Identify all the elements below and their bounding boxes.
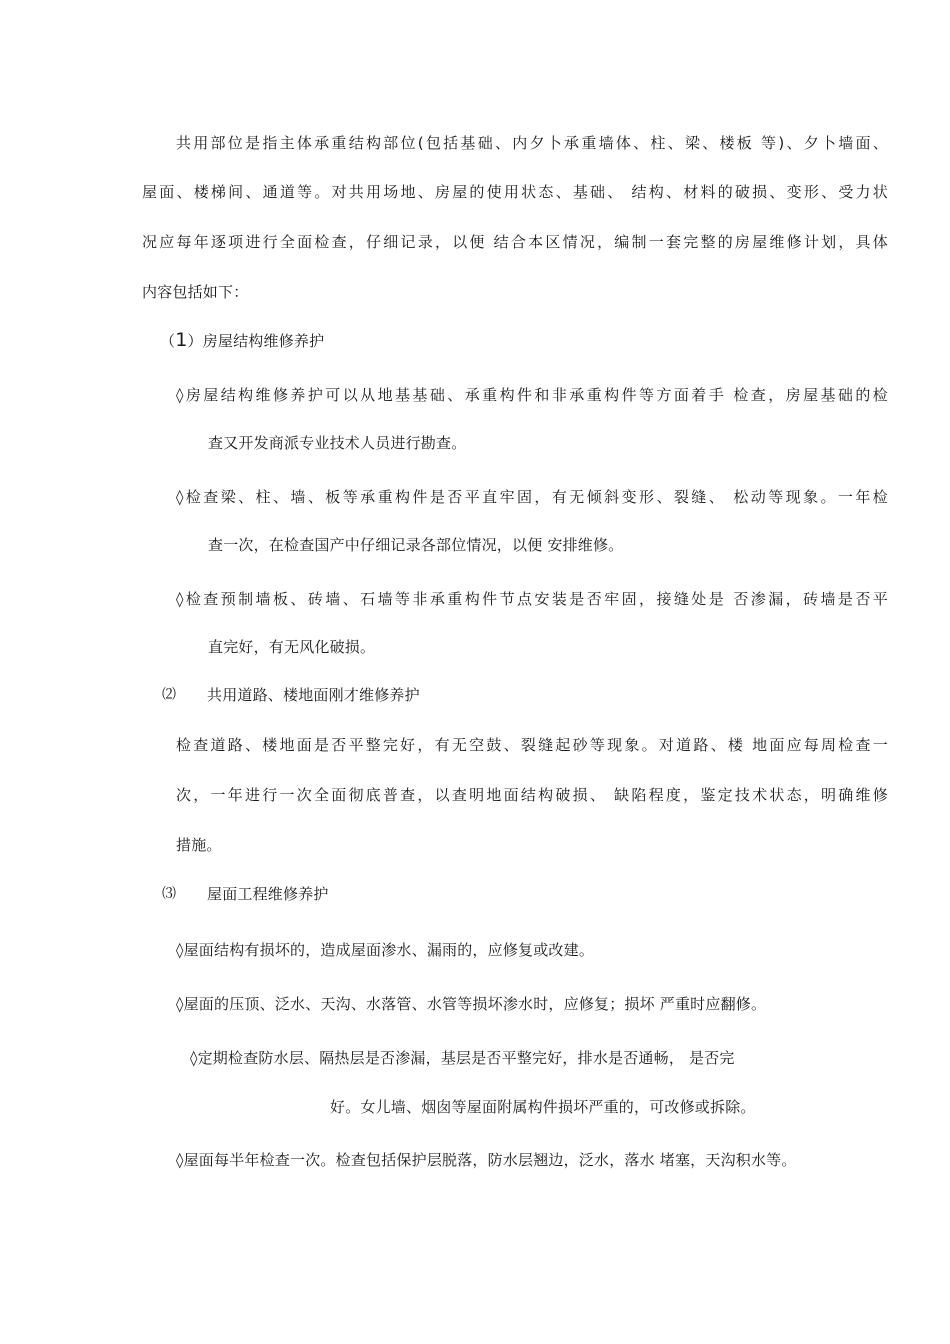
section-2-line-3: 措施。 [176, 836, 222, 854]
section-1-item-3-line-2: 直完好，有无风化破损。 [208, 638, 376, 656]
section-2-number: ⑵ [162, 687, 177, 703]
section-1-item-1-line-2: 查又开发商派专业技术人员进行勘查。 [208, 434, 467, 452]
section-3-item-4: ◊屋面每半年检查一次。检查包括保护层脱落，防水层翘边，泛水，落水 堵塞，天沟积水等。 [176, 1151, 797, 1169]
section-3-item-2: ◊屋面的压顶、泛水、天沟、水落管、水管等损坏渗水时，应修复；损坏 严重时应翻修。 [176, 995, 767, 1013]
intro-line-1: 共用部位是指主体承重结构部位(包括基础、内夕卜承重墙体、柱、梁、楼板 等)、夕卜墙面、 [176, 134, 888, 152]
section-3-number: ⑶ [162, 886, 177, 902]
intro-line-3: 况应每年逐项进行全面检查，仔细记录，以便 结合本区情况，编制一套完整的房屋维修计划，具体 [142, 233, 888, 251]
section-3-title: 屋面工程维修养护 [207, 885, 329, 903]
section-1-heading [160, 330, 324, 351]
section-1-number: 1 [175, 329, 188, 351]
section-1-item-2-line-1: ◊检查梁、柱、墙、板等承重构件是否平直牢固，有无倾斜变形、裂缝、 松动等现象。一年检 [176, 488, 888, 506]
intro-line-4: 内容包括如下： [142, 283, 249, 301]
section-2-line-1: 检查道路、楼地面是否平整完好，有无空鼓、裂缝起砂等现象。对道路、楼 地面应每周检查一 [176, 736, 888, 754]
section-3-item-3-line-1: ◊定期检查防水层、隔热层是否渗漏，基层是否平整完好，排水是否通畅， 是否完 [190, 1049, 735, 1067]
section-2-line-2: 次，一年进行一次全面彻底普查，以查明地面结构破损、 缺陷程度，鉴定技术状态，明确维修 [176, 786, 888, 804]
section-3-item-3-line-2: 好。女儿墙、烟囱等屋面附属构件损坏严重的，可改修或拆除。 [330, 1098, 756, 1116]
section-1-item-1-line-1: ◊房屋结构维修养护可以从地基基础、承重构件和非承重构件等方面着手 检查，房屋基础的检 [176, 386, 888, 404]
section-1-open-paren: （ [160, 332, 176, 350]
section-1-item-3-line-1: ◊检查预制墙板、砖墙、石墙等非承重构件节点安装是否牢固，接缝处是 否渗漏，砖墙是否平 [176, 590, 888, 608]
section-1-title: ）房屋结构维修养护 [187, 332, 325, 350]
section-1-item-2-line-2: 查一次，在检查国产中仔细记录各部位情况，以便 安排维修。 [208, 536, 624, 554]
intro-line-2: 屋面、楼梯间、通道等。对共用场地、房屋的使用状态、基础、 结构、材料的破损、变形、受力状 [142, 183, 888, 201]
section-3-item-1: ◊屋面结构有损坏的，造成屋面渗水、漏雨的，应修复或改建。 [176, 941, 595, 959]
section-2-title: 共用道路、楼地面刚才维修养护 [207, 686, 420, 704]
